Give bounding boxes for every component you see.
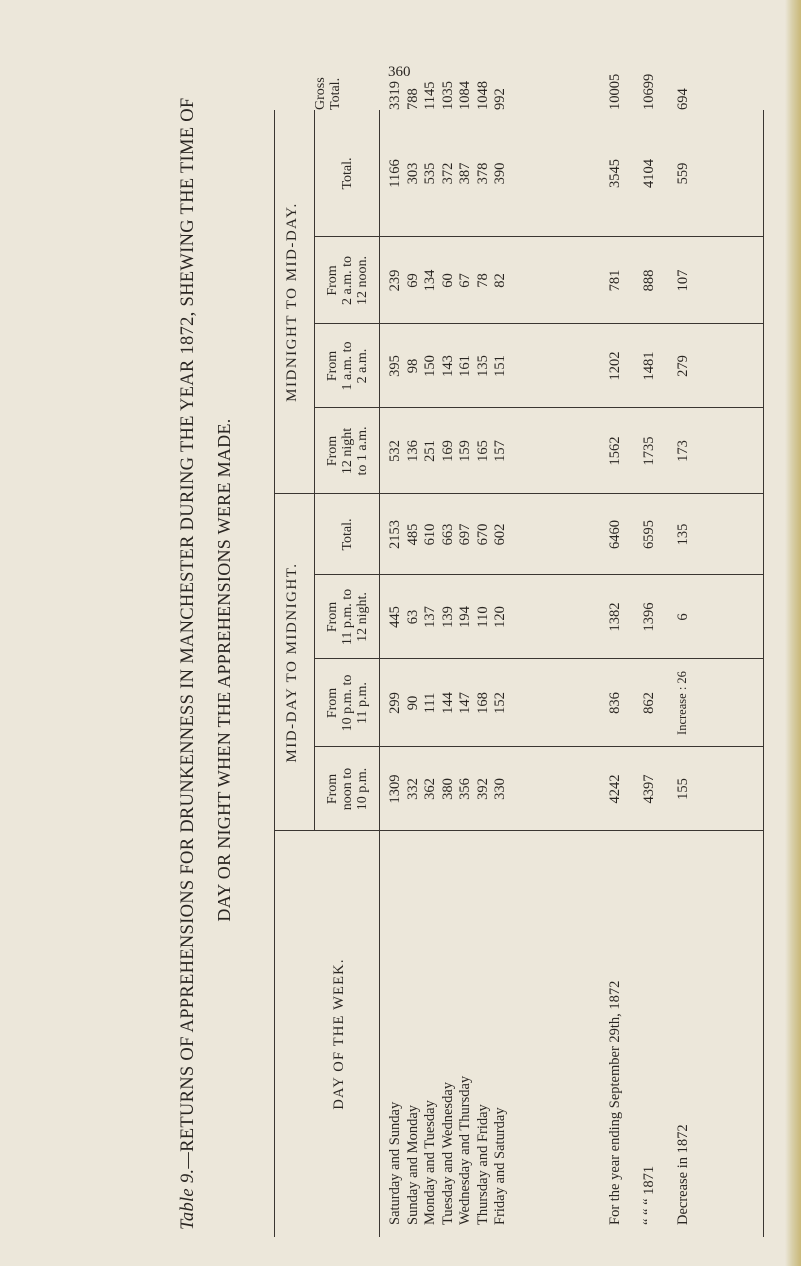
table-cell: 532 [387, 440, 403, 462]
rule-col-6 [314, 407, 763, 408]
table-cell: 992 [492, 88, 508, 110]
table-cell: 67 [457, 273, 473, 288]
page-number: 360 [388, 64, 411, 80]
rule-header-bottom [379, 110, 380, 1237]
row-day-label: Monday and Tuesday [422, 1100, 438, 1225]
total-cell: 155 [675, 778, 691, 800]
header-c5-line-1: 12 night [340, 427, 355, 475]
table-cell: 110 [474, 606, 491, 628]
table-cell: 332 [404, 778, 421, 800]
row-day-label: Friday and Saturday [492, 1107, 508, 1225]
table-cell: 69 [404, 273, 421, 288]
group-header-midnight: MIDNIGHT TO MID-DAY. [284, 202, 300, 402]
total-cell: Increase : 26 [675, 671, 689, 735]
table-cell: 111 [422, 692, 438, 714]
rule-col-7 [314, 323, 763, 324]
total-cell: 1562 [607, 436, 623, 466]
table-cell: 251 [422, 440, 438, 462]
total-cell: 173 [675, 440, 691, 462]
header-c5-line-2: to 1 a.m. [355, 426, 370, 476]
table-cell: 299 [387, 692, 403, 714]
header-c2-line-2: 11 p.m. [355, 682, 370, 724]
header-c7-line-2: 12 noon. [355, 256, 370, 305]
rule-col-4 [314, 574, 763, 575]
header-day-of-week: DAY OF THE WEEK. [331, 958, 347, 1110]
total-cell: 6460 [607, 520, 623, 549]
row-day-label: Thursday and Friday [474, 1104, 491, 1225]
total-cell: 836 [607, 692, 623, 714]
table-cell: 387 [457, 162, 473, 185]
group-header-midday: MID-DAY TO MIDNIGHT. [284, 562, 300, 763]
table-cell: 147 [457, 692, 473, 714]
table-cell: 670 [474, 523, 491, 546]
total-day-label: Decrease in 1872 [675, 1124, 691, 1225]
table-cell: 134 [422, 269, 438, 292]
table-cell: 380 [439, 778, 456, 800]
table-cell: 168 [474, 692, 491, 714]
header-c9-line-0: Gross [312, 77, 328, 110]
rule-col-2 [314, 746, 763, 747]
table-cell: 445 [387, 606, 403, 628]
table-cell: 120 [492, 606, 508, 628]
total-cell: 1202 [607, 351, 623, 381]
table-cell: 150 [422, 355, 438, 377]
table-cell: 392 [474, 778, 491, 800]
table-cell: 98 [404, 358, 421, 374]
total-day-label: For the year ending September 29th, 1872 [607, 980, 623, 1225]
table-cell: 303 [404, 162, 421, 185]
drunkenness-table [262, 73, 765, 1237]
table-cell: 1309 [387, 774, 403, 804]
table-cell: 1084 [457, 81, 473, 110]
total-cell: 781 [607, 269, 623, 292]
row-day-label: Saturday and Sunday [387, 1101, 403, 1225]
header-c1-line-2: 10 p.m. [355, 767, 370, 811]
total-cell: 107 [675, 269, 691, 292]
header-c2-line-0: From [325, 687, 340, 719]
total-cell: 888 [641, 269, 657, 292]
total-cell: 1382 [607, 602, 623, 632]
rule-top [274, 110, 275, 1237]
table-cell: 161 [457, 355, 473, 377]
table-cell: 788 [404, 88, 421, 110]
table-cell: 1166 [387, 159, 403, 188]
table-cell: 78 [474, 273, 491, 288]
total-cell: 135 [675, 523, 691, 546]
rule-group-midday [314, 494, 315, 831]
table-wrapper [262, 73, 765, 1237]
header-c1-line-0: From [325, 773, 340, 805]
total-cell: 1735 [641, 436, 657, 466]
header-c3-line-0: From [325, 601, 340, 633]
row-day-label: Tuesday and Wednesday [439, 1081, 456, 1225]
table-cell: 90 [404, 695, 421, 711]
title-line-2: DAY OR NIGHT WHEN THE APPREHENSIONS WERE MADE. [214, 418, 234, 922]
title-lead: Table 9.— [178, 1151, 198, 1230]
page-edge-shadow [785, 0, 801, 1266]
table-cell: 151 [492, 355, 508, 377]
table-cell: 390 [492, 162, 508, 185]
total-cell: 559 [675, 162, 691, 185]
total-cell: 862 [641, 692, 657, 714]
table-cell: 3319 [387, 81, 403, 110]
table-cell: 535 [422, 162, 438, 185]
table-cell: 82 [492, 273, 508, 288]
total-cell: 279 [675, 355, 691, 377]
table-cell: 697 [457, 523, 473, 546]
table-cell: 602 [492, 523, 508, 546]
table-title [176, 97, 256, 1230]
table-cell: 1145 [422, 81, 438, 110]
title-line-1 [178, 97, 199, 1230]
table-cell: 143 [439, 355, 456, 377]
header-c7-line-0: From [325, 265, 340, 296]
table-cell: 395 [387, 355, 403, 377]
rule-col-8 [314, 236, 763, 237]
total-cell: 10005 [607, 73, 623, 110]
table-cell: 1048 [474, 81, 491, 110]
total-cell: 6595 [641, 520, 657, 549]
header-c2-line-1: 10 p.m. to [340, 674, 355, 732]
table-cell: 137 [422, 606, 438, 628]
header-c6-line-0: From [325, 350, 340, 382]
header-c5-line-0: From [325, 435, 340, 467]
total-day-label: “ “ “ 1871 [641, 1165, 657, 1225]
total-cell: 4242 [607, 774, 623, 804]
table-cell: 330 [492, 778, 508, 800]
rule-bottom [763, 110, 764, 1237]
table-cell: 356 [457, 778, 473, 800]
table-cell: 159 [457, 440, 473, 462]
table-cell: 610 [422, 523, 438, 546]
rule-col-3 [314, 658, 763, 659]
table-cell: 194 [457, 606, 473, 628]
total-cell: 1481 [641, 351, 657, 381]
rule-group-midnight [314, 110, 315, 494]
table-cell: 60 [439, 273, 456, 288]
table-cell: 485 [404, 523, 421, 546]
table-cell: 362 [422, 778, 438, 800]
table-cell: 139 [439, 606, 456, 628]
total-cell: 6 [675, 613, 691, 621]
table-cell: 663 [439, 523, 456, 546]
table-cell: 1035 [439, 81, 456, 110]
header-c6-line-2: 2 a.m. [355, 348, 370, 384]
total-cell: 4104 [641, 159, 657, 188]
table-cell: 372 [439, 162, 456, 185]
table-cell: 152 [492, 692, 508, 714]
total-cell: 3545 [607, 159, 623, 188]
total-cell: 4397 [641, 774, 657, 804]
table-cell: 144 [439, 692, 456, 714]
total-cell: 1396 [641, 602, 657, 632]
row-day-label: Sunday and Monday [404, 1104, 421, 1225]
table-cell: 169 [439, 440, 456, 462]
table-cell: 157 [492, 440, 508, 462]
title-line-1-text: RETURNS OF APPREHENSIONS FOR DRUNKENNESS IN MANCHESTER DURING THE YEAR 1872, SHEWING THE TIME OF [178, 97, 198, 1152]
header-c4-line-0: Total. [340, 518, 355, 551]
table-cell: 135 [474, 355, 491, 377]
table-cell: 2153 [387, 520, 403, 549]
total-cell: 10699 [641, 73, 657, 110]
table-cell: 378 [474, 162, 491, 185]
table-cell: 165 [474, 440, 491, 462]
header-c3-line-2: 12 night. [355, 592, 370, 642]
header-c1-line-1: noon to [340, 767, 355, 811]
header-c6-line-1: 1 a.m. to [340, 341, 355, 391]
table-cell: 239 [387, 269, 403, 292]
row-day-label: Wednesday and Thursday [457, 1075, 473, 1225]
table-cell: 136 [404, 440, 421, 462]
header-c3-line-1: 11 p.m. to [340, 588, 355, 646]
total-cell: 694 [675, 88, 691, 110]
header-c8-line-0: Total. [340, 157, 355, 190]
header-c9-line-1: Total. [327, 77, 343, 110]
table-cell: 63 [404, 609, 421, 625]
header-c7-line-1: 2 a.m. to [340, 256, 355, 305]
